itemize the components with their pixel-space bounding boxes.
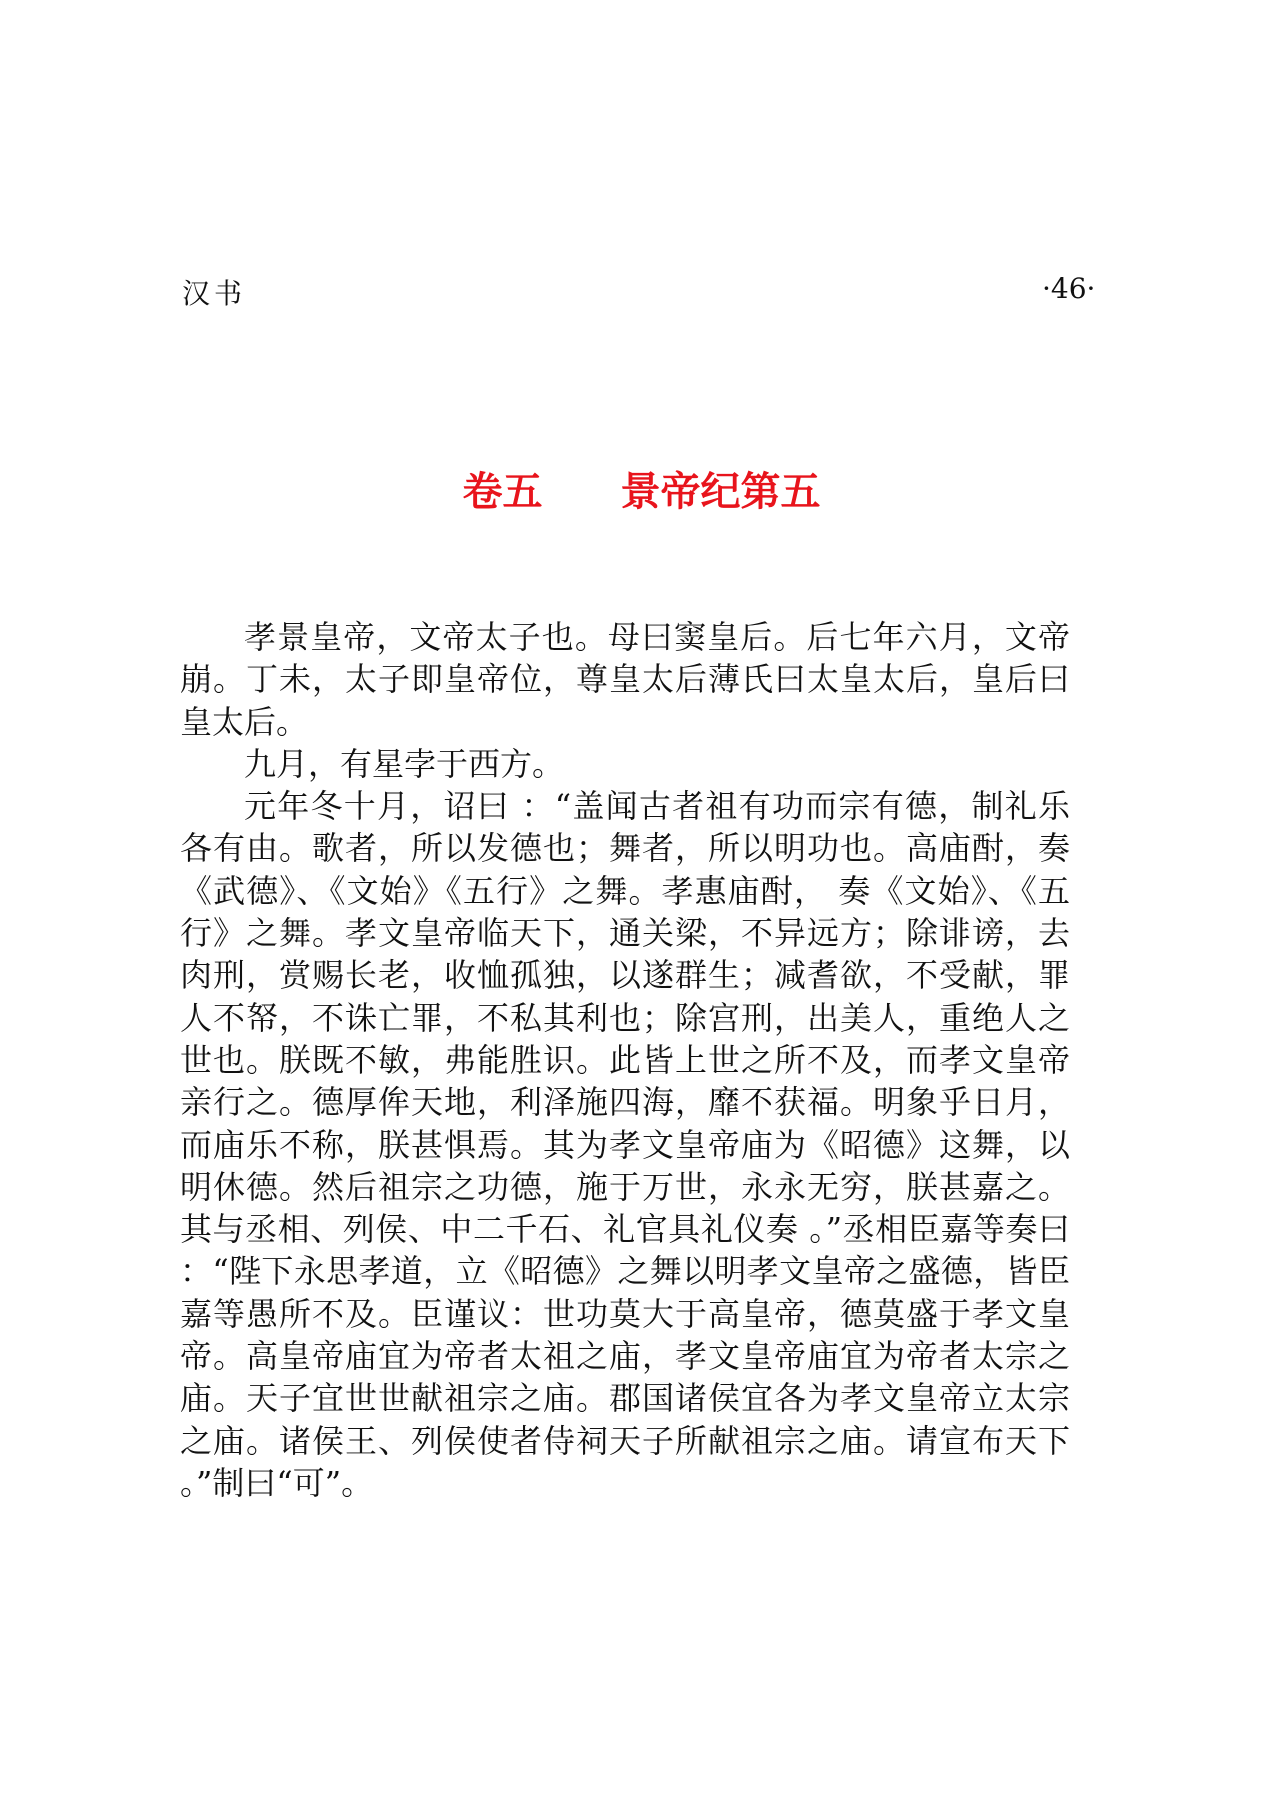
page-number: ·46·	[1042, 272, 1096, 305]
paragraph: 九月，有星孛于西方。	[244, 744, 565, 783]
chapter-volume: 卷五	[462, 469, 543, 515]
paragraph: 孝景皇帝，文帝太子也。母曰窦皇后。后七年六月，文帝崩。丁未，太子即皇帝位，尊皇太后薄氏曰太皇太后，皇后曰皇太后。	[180, 618, 1070, 741]
chapter-name: 景帝纪第五	[620, 469, 821, 515]
paragraph: 元年冬十月，诏曰 ：“盖闻古者祖有功而宗有德，制礼乐各有由。歌者，所以发德也；舞者，所以明功也。高庙酎，奏《武德》、《文始》《五行》之舞。孝惠庙酎， 奏《文始》、《五行》之舞。孝文皇帝临天下，通关梁，不异远方；除诽谤，去肉刑，赏赐长老，收恤孤独，以遂群生；减耆欲，不受献，罪人不帑，不诛亡罪，不私其利也；除宫刑，出美人，重绝人之世也。朕既不敏，弗能胜识。此皆上世之所不及，而孝文皇帝亲行之。德厚侔天地，利泽施四海，靡不获福。明象乎日月，而庙乐不称，朕甚惧焉。其为孝文皇帝庙为《昭德》这舞，以明休德。然后祖宗之功德，施于万世，永永无穷，朕甚嘉之。其与丞相、列侯、中二千石、礼官具礼仪奏 。”丞相臣嘉等奏曰 ：“陛下永思孝道，立《昭德》之舞以明孝文皇帝之盛德，皆臣嘉等愚所不及。臣谨议：世功莫大于高皇帝，德莫盛于孝文皇帝。高皇帝庙宜为帝者太祖之庙，孝文皇帝庙宜为帝者太宗之庙。天子宜世世献祖宗之庙。郡国诸侯宜各为孝文皇帝立太宗之庙。诸侯王、列侯使者侍祠天子所献祖宗之庙。请宣布天下 。”制曰“可”。	[180, 787, 1070, 1502]
body-text	[180, 616, 1070, 1504]
running-head-title: 汉书	[182, 277, 247, 310]
chapter-title	[0, 460, 1283, 517]
